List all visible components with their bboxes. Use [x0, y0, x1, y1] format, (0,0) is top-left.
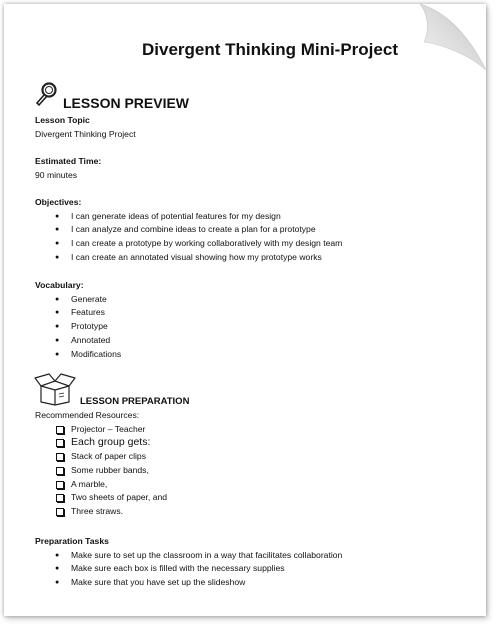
resource-item: Two sheets of paper, and — [35, 491, 167, 505]
open-box-icon — [33, 372, 77, 406]
vocabulary-item: ● Modifications — [35, 348, 121, 362]
checkbox-icon — [56, 494, 64, 502]
resource-item: A marble, — [35, 478, 167, 492]
lesson-topic-label: Lesson Topic — [35, 115, 90, 125]
objectives-list — [35, 210, 342, 265]
objective-item: ● I can create an annotated visual showing how my prototype works — [35, 251, 342, 265]
vocabulary-item: ● Prototype — [35, 320, 121, 334]
objective-item: ● I can create a prototype by working collaboratively with my design team — [35, 237, 342, 251]
vocabulary-label: Vocabulary: — [35, 280, 84, 290]
resource-item: Stack of paper clips — [35, 450, 167, 464]
page-curl-icon — [420, 4, 486, 70]
resource-item: Some rubber bands, — [35, 464, 167, 478]
preparation-tasks-list — [35, 549, 342, 590]
lesson-topic-value: Divergent Thinking Project — [35, 128, 136, 139]
objectives-block — [35, 196, 342, 265]
lesson-preview-heading: LESSON PREVIEW — [63, 95, 190, 111]
checkbox-icon — [56, 508, 64, 516]
resources-label: Recommended Resources: — [35, 410, 140, 420]
objective-item: ● I can generate ideas of potential features for my design — [35, 210, 342, 224]
estimated-time-block — [35, 155, 101, 182]
estimated-time-label: Estimated Time: — [35, 156, 102, 166]
preparation-task-item: ● Make sure to set up the classroom in a way that facilitates collaboration — [35, 549, 342, 563]
resource-item: Each group gets: — [35, 436, 167, 450]
lesson-preparation-heading: LESSON PREPARATION — [80, 396, 190, 407]
checkbox-icon — [56, 426, 64, 434]
preparation-task-item: ● Make sure each box is filled with the necessary supplies — [35, 562, 342, 576]
checkbox-icon — [56, 467, 64, 475]
magnifier-icon — [33, 81, 59, 107]
objectives-label: Objectives: — [35, 197, 82, 207]
vocabulary-list — [35, 293, 121, 362]
preparation-tasks-block — [35, 535, 342, 590]
resources-block — [35, 409, 167, 519]
objective-item: ● I can analyze and combine ideas to create a plan for a prototype — [35, 223, 342, 237]
resource-item: Projector – Teacher — [35, 423, 167, 437]
lesson-topic-block — [35, 114, 136, 141]
page-title: Divergent Thinking Mini-Project — [142, 40, 398, 59]
checkbox-icon — [56, 481, 64, 489]
checkbox-icon — [56, 453, 64, 461]
preparation-tasks-label: Preparation Tasks — [35, 536, 109, 546]
vocabulary-item: ● Generate — [35, 293, 121, 307]
checkbox-icon — [56, 439, 64, 447]
resource-item: Three straws. — [35, 505, 167, 519]
estimated-time-value: 90 minutes — [35, 169, 78, 180]
vocabulary-block — [35, 279, 121, 361]
preparation-task-item: ● Make sure that you have set up the slideshow — [35, 576, 342, 590]
vocabulary-item: ● Features — [35, 306, 121, 320]
resources-list — [35, 423, 167, 519]
vocabulary-item: ● Annotated — [35, 334, 121, 348]
